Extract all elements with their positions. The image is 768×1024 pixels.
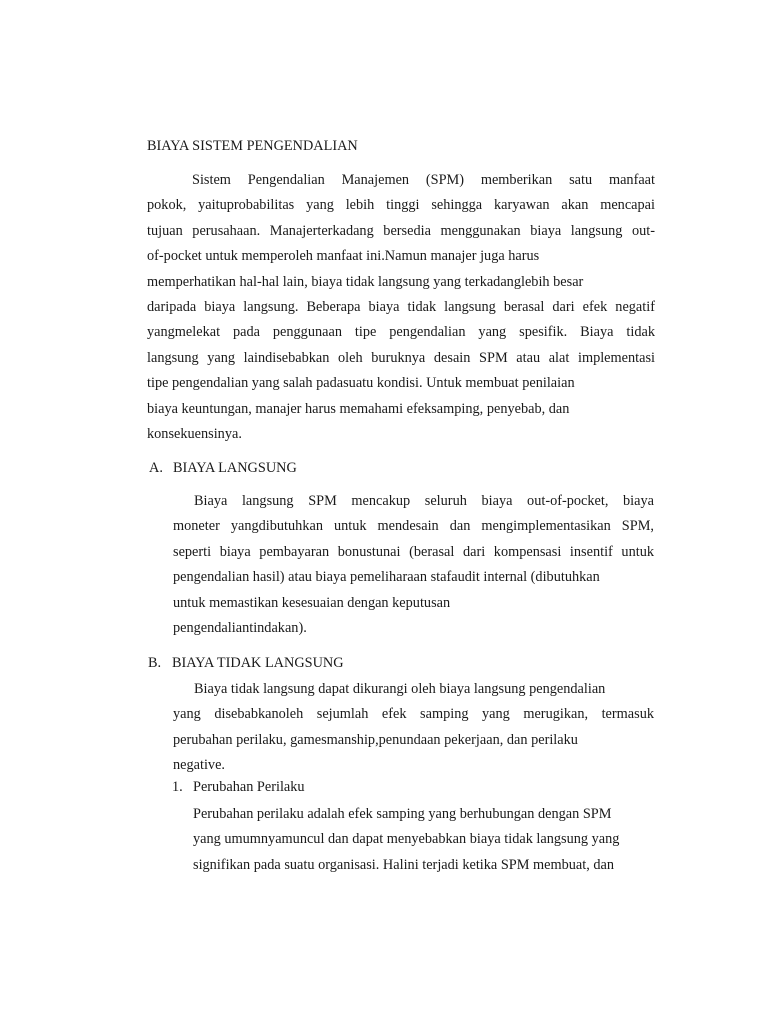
section-a-paragraph bbox=[173, 489, 654, 641]
subsection-1-title: Perubahan Perilaku bbox=[193, 779, 305, 795]
text-line: pengendalian hasil) atau biaya pemeliharaan stafaudit internal (dibutuhkan bbox=[173, 569, 600, 586]
text-line: of-pocket untuk memperoleh manfaat ini.Namun manajer juga harus bbox=[147, 248, 540, 265]
text-line: yang umumnyamuncul dan dapat menyebabkan biaya tidak langsung yang bbox=[193, 831, 620, 848]
text-line: Biaya langsung SPM mencakup seluruh biaya out-of-pocket, biaya bbox=[194, 493, 654, 509]
text-line: pokok, yaituprobabilitas yang lebih tinggi sehingga karyawan akan mencapai bbox=[147, 197, 655, 214]
text-line: signifikan pada suatu organisasi. Halini terjadi ketika SPM membuat, dan bbox=[193, 856, 615, 873]
intro-paragraph bbox=[147, 168, 655, 447]
section-b-paragraph bbox=[173, 677, 654, 779]
text-line: Biaya tidak langsung dapat dikurangi oleh biaya langsung pengendalian bbox=[194, 681, 606, 697]
section-b-marker: B. bbox=[148, 655, 162, 671]
subsection-1-marker: 1. bbox=[172, 779, 183, 795]
text-line: pengendaliantindakan). bbox=[173, 619, 307, 636]
text-line: perubahan perilaku, gamesmanship,penundaan pekerjaan, dan perilaku bbox=[173, 731, 578, 748]
section-a-title: BIAYA LANGSUNG bbox=[173, 460, 297, 476]
subsection-1-paragraph bbox=[193, 802, 655, 878]
text-line: langsung yang laindisebabkan oleh buruknya desain SPM atau alat implementasi bbox=[147, 349, 655, 366]
text-line: Perubahan perilaku adalah efek samping yang berhubungan dengan SPM bbox=[193, 806, 612, 822]
section-a-marker: A. bbox=[149, 460, 163, 476]
text-line: untuk memastikan kesesuaian dengan keputusan bbox=[173, 594, 451, 611]
document-title: BIAYA SISTEM PENGENDALIAN bbox=[147, 138, 358, 154]
text-line: Sistem Pengendalian Manajemen (SPM) memberikan satu manfaat bbox=[192, 172, 655, 188]
text-line: tujuan perusahaan. Manajerterkadang bersedia menggunakan biaya langsung out- bbox=[147, 222, 655, 239]
text-line: memperhatikan hal-hal lain, biaya tidak langsung yang terkadanglebih besar bbox=[147, 273, 584, 290]
text-line: seperti biaya pembayaran bonustunai (berasal dari kompensasi insentif untuk bbox=[173, 543, 654, 560]
subsection-1-heading bbox=[172, 775, 305, 800]
text-line: tipe pengendalian yang salah padasuatu kondisi. Untuk membuat penilaian bbox=[147, 375, 575, 392]
section-b-title: BIAYA TIDAK LANGSUNG bbox=[172, 655, 344, 671]
text-line: yang disebabkanoleh sejumlah efek samping yang merugikan, termasuk bbox=[173, 706, 654, 723]
text-line: moneter yangdibutuhkan untuk mendesain dan mengimplementasikan SPM, bbox=[173, 518, 654, 535]
text-line: biaya keuntungan, manajer harus memahami efeksamping, penyebab, dan bbox=[147, 400, 570, 417]
section-b-heading bbox=[148, 651, 344, 676]
text-line: negative. bbox=[173, 757, 226, 774]
text-line: yangmelekat pada penggunaan tipe pengendalian yang spesifik. Biaya tidak bbox=[147, 324, 655, 341]
text-line: daripada biaya langsung. Beberapa biaya tidak langsung berasal dari efek negatif bbox=[147, 298, 655, 315]
section-a-heading bbox=[149, 456, 297, 481]
text-line: konsekuensinya. bbox=[147, 425, 242, 442]
